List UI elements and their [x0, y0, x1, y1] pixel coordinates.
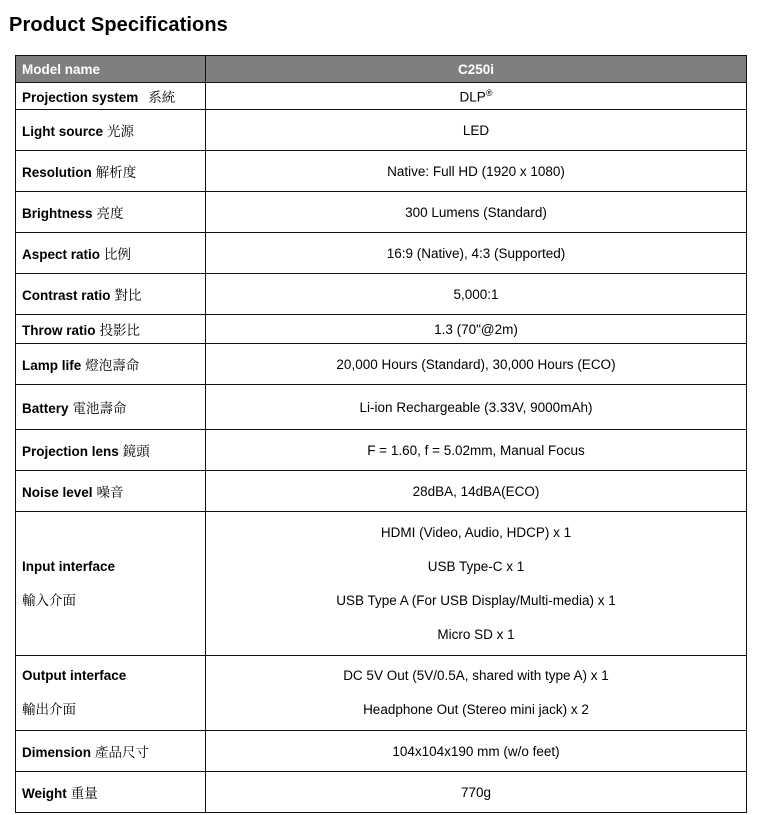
label-en: Resolution: [22, 165, 92, 180]
table-row: [16, 430, 747, 471]
value-line: Micro SD x 1: [437, 626, 515, 642]
label-zh: 投影比: [99, 323, 140, 338]
row-value: Li-ion Rechargeable (3.33V, 9000mAh): [206, 385, 747, 430]
row-label: [16, 430, 206, 471]
label-zh: 產品尺寸: [95, 745, 150, 760]
table-row: [16, 512, 747, 656]
table-row: [16, 656, 747, 731]
row-label: [16, 83, 206, 110]
row-value: 770g: [206, 772, 747, 813]
row-label: [16, 274, 206, 315]
label-en: Contrast ratio: [22, 288, 111, 303]
label-en: Projection lens: [22, 444, 119, 459]
label-zh: 比例: [104, 247, 132, 262]
row-label: [16, 151, 206, 192]
row-value: F = 1.60, f = 5.02mm, Manual Focus: [206, 430, 747, 471]
label-en: Output interface: [22, 668, 127, 683]
table-header-row: [16, 56, 747, 83]
row-label: [16, 656, 206, 731]
row-value: 28dBA, 14dBA(ECO): [206, 471, 747, 512]
row-value: 104x104x190 mm (w/o feet): [206, 731, 747, 772]
table-row: [16, 151, 747, 192]
row-label: [16, 471, 206, 512]
label-en: Brightness: [22, 206, 93, 221]
label-en: Light source: [22, 124, 104, 139]
page-title: Product Specifications: [9, 14, 228, 36]
row-value: [206, 512, 747, 656]
table-row: [16, 385, 747, 430]
label-zh: 輸出介面: [22, 702, 76, 717]
table-row: [16, 233, 747, 274]
row-value: LED: [206, 110, 747, 151]
table-row: [16, 731, 747, 772]
label-zh: 解析度: [95, 165, 137, 180]
table-row: [16, 110, 747, 151]
label-zh: 輸入介面: [22, 592, 76, 608]
label-zh: 系統: [148, 90, 176, 105]
label-zh: 對比: [114, 288, 142, 303]
value-line: DC 5V Out (5V/0.5A, shared with type A) x 1: [343, 668, 609, 683]
label-zh: 光源: [107, 124, 135, 139]
row-label: [16, 192, 206, 233]
table-row: [16, 471, 747, 512]
label-en: Aspect ratio: [22, 247, 101, 262]
label-zh: 噪音: [96, 485, 124, 500]
row-value: 5,000:1: [206, 274, 747, 315]
value-line: Headphone Out (Stereo mini jack) x 2: [363, 702, 589, 717]
label-zh: 燈泡壽命: [85, 358, 140, 373]
header-label: Model name: [16, 56, 206, 83]
label-zh: 亮度: [96, 206, 124, 221]
row-label: [16, 110, 206, 151]
row-value: 20,000 Hours (Standard), 30,000 Hours (ECO): [206, 344, 747, 385]
value-line: USB Type-C x 1: [427, 558, 525, 574]
row-value: [206, 656, 747, 731]
label-en: Battery: [22, 401, 69, 416]
value-text: DLP: [459, 89, 486, 105]
row-value: 16:9 (Native), 4:3 (Supported): [206, 233, 747, 274]
row-label: [16, 731, 206, 772]
registered-mark: ®: [485, 87, 493, 98]
label-en: Weight: [22, 786, 67, 801]
row-value: 300 Lumens (Standard): [206, 192, 747, 233]
label-zh: 重量: [70, 786, 98, 801]
label-zh: 電池壽命: [72, 401, 127, 416]
row-value: 1.3 (70"@2m): [206, 315, 747, 344]
label-zh: 鏡頭: [122, 444, 150, 459]
label-en: Noise level: [22, 485, 93, 500]
header-model: C250i: [206, 56, 747, 83]
row-label: [16, 344, 206, 385]
label-en: Projection system: [22, 90, 139, 105]
table-row: [16, 83, 747, 110]
table-row: [16, 274, 747, 315]
table-row: [16, 192, 747, 233]
label-en: Lamp life: [22, 358, 82, 373]
value-line: HDMI (Video, Audio, HDCP) x 1: [380, 524, 572, 540]
row-label: [16, 385, 206, 430]
label-en: Dimension: [22, 745, 92, 760]
row-value: Native: Full HD (1920 x 1080): [206, 151, 747, 192]
table-row: [16, 344, 747, 385]
spec-table: [15, 55, 747, 813]
row-label: [16, 315, 206, 344]
row-label: [16, 772, 206, 813]
label-en: Input interface: [22, 558, 116, 574]
label-en: Throw ratio: [22, 323, 96, 338]
row-label: [16, 233, 206, 274]
value-line: USB Type A (For USB Display/Multi-media) x 1: [336, 592, 616, 608]
table-row: [16, 315, 747, 344]
row-value: [206, 83, 747, 110]
row-label: [16, 512, 206, 656]
table-row: [16, 772, 747, 813]
